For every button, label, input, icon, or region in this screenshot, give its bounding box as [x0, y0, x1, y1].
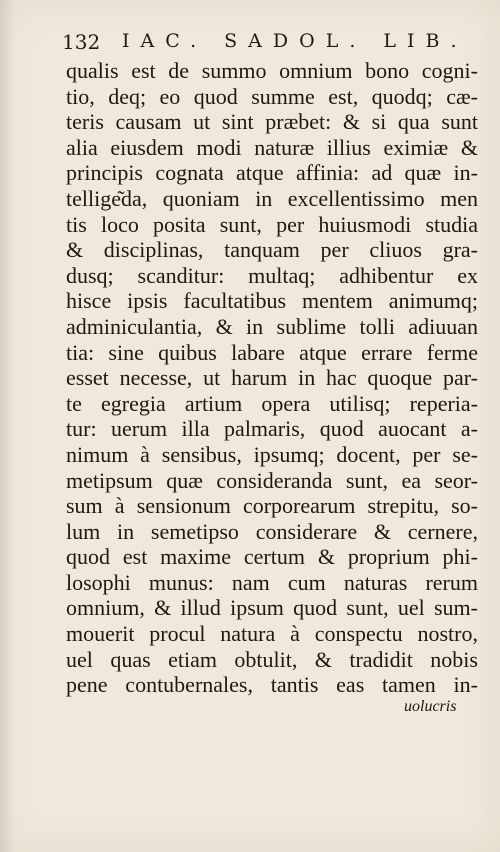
text-line: pene contubernales, tantis eas tamen in-: [66, 672, 478, 698]
text-line: hisce ipsis facultatibus mentem animumq;: [66, 288, 478, 314]
text-line: te egregia artium opera utilisq; reperia-: [66, 390, 478, 416]
text-line: alia eiusdem modi naturæ illius eximiæ &: [66, 134, 478, 160]
page-number: 132: [62, 30, 101, 54]
text-line: metipsum quæ consideranda sunt, ea seor-: [66, 467, 478, 493]
text-line: mouerit procul natura à conspectu nostro,: [66, 621, 478, 647]
text-line: nimum à sensibus, ipsumq; docent, per se-: [66, 441, 478, 467]
text-line: uel quas etiam obtulit, & tradidit nobis: [66, 646, 478, 672]
text-line: adminiculantia, & in sublime tolli adiuuan: [66, 313, 478, 339]
page-gutter-shadow: [0, 0, 14, 852]
text-line: tis loco posita sunt, per huiusmodi studia: [66, 211, 478, 237]
text-line: esset necesse, ut harum in hac quoque par-: [66, 365, 478, 391]
running-head: IAC. SADOL. LIB.: [122, 30, 468, 52]
text-line: principis cognata atque affinia: ad quæ in-: [66, 160, 478, 186]
text-line: tellige͂da, quoniam in excellentissimo men: [66, 185, 478, 211]
text-line: qualis est de summo omnium bono cogni-: [66, 58, 478, 83]
text-line: quod est maxime certum & proprium phi-: [66, 544, 478, 570]
text-line: losophi munus: nam cum naturas rerum: [66, 569, 478, 595]
text-line: sum à sensionum corporearum strepitu, so-: [66, 493, 478, 519]
text-line: lum in semetipso considerare & cernere,: [66, 518, 478, 544]
text-line: tia: sine quibus labare atque errare ferme: [66, 339, 478, 365]
text-line: tio, deq; eo quod summe est, quodq; cæ-: [66, 83, 478, 109]
text-line: omnium, & illud ipsum quod sunt, uel sum-: [66, 595, 478, 621]
catchword: uolucris: [404, 698, 457, 715]
text-line: tur: uerum illa palmaris, quod auocant a-: [66, 416, 478, 442]
page-header: [62, 30, 468, 56]
text-line: dusq; scanditur: multaq; adhibentur ex: [66, 262, 478, 288]
body-text: [66, 58, 478, 698]
text-line: teris causam ut sint præbet: & si qua sunt: [66, 109, 478, 135]
text-line: & disciplinas, tanquam per cliuos gra-: [66, 237, 478, 263]
